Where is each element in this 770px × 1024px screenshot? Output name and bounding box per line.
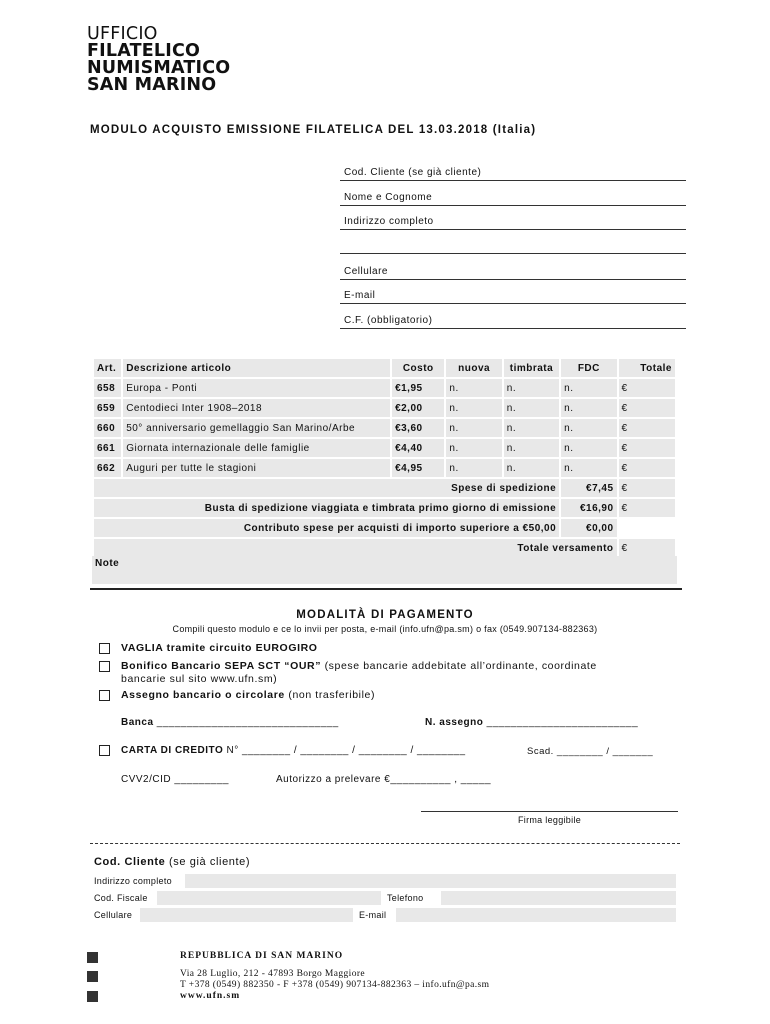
logo-line-2: FILATELICO (87, 41, 201, 61)
row-fdc-input[interactable]: n. (561, 399, 616, 417)
row-nuova-input[interactable]: n. (446, 439, 501, 457)
table-row (94, 419, 675, 437)
carta-checkbox[interactable] (99, 745, 110, 756)
table-row (94, 459, 675, 477)
row-total[interactable]: € (619, 439, 675, 457)
footer-line-4[interactable]: www.ufn.sm (180, 991, 241, 1001)
form-title: MODULO ACQUISTO EMISSIONE FILATELICA DEL 13.03.2018 (Italia) (90, 124, 537, 136)
contribution-row (94, 519, 675, 537)
footer-line-3: T +378 (0549) 882350 - F +378 (0549) 907134-882363 – info.ufn@pa.sm (180, 980, 490, 990)
bonifico-checkbox[interactable] (99, 661, 110, 672)
row-total[interactable]: € (619, 399, 675, 417)
table-row (94, 399, 675, 417)
row-timbrata-input[interactable]: n. (504, 379, 559, 397)
row-desc: Europa - Ponti (123, 379, 390, 397)
row-art: 659 (94, 399, 121, 417)
header-nuova: nuova (446, 359, 501, 377)
row-desc: Giornata internazionale delle famiglie (123, 439, 390, 457)
row-fdc-input[interactable]: n. (561, 379, 616, 397)
table-header-row (94, 359, 675, 377)
field-cod-cliente[interactable]: Cod. Cliente (se già cliente) (340, 167, 686, 181)
bonifico-bold: Bonifico Bancario SEPA SCT “OUR” (121, 660, 322, 672)
nassegno-row[interactable] (425, 717, 638, 728)
items-table (92, 357, 677, 559)
row-art: 662 (94, 459, 121, 477)
vaglia-checkbox[interactable] (99, 643, 110, 654)
payment-title: MODALITÀ DI PAGAMENTO (296, 609, 474, 621)
envelope-row (94, 499, 675, 517)
row-total[interactable]: € (619, 419, 675, 437)
field-codice-fiscale[interactable]: C.F. (obbligatorio) (340, 315, 686, 329)
cod-cliente-title (94, 856, 250, 868)
row-nuova-input[interactable]: n. (446, 379, 501, 397)
row-fdc-input[interactable]: n. (561, 439, 616, 457)
shipping-value: €7,45 (561, 479, 616, 497)
row-desc: Auguri per tutte le stagioni (123, 459, 390, 477)
row-cost: €4,40 (392, 439, 444, 457)
email-input[interactable] (396, 908, 676, 922)
envelope-value: €16,90 (561, 499, 616, 517)
email-label: E-mail (359, 910, 387, 920)
signature-line[interactable] (421, 811, 678, 812)
row-timbrata-input[interactable]: n. (504, 399, 559, 417)
header-timbrata: timbrata (504, 359, 559, 377)
row-nuova-input[interactable]: n. (446, 419, 501, 437)
payment-subtitle: Compili questo modulo e ce lo invii per posta, e-mail (info.ufn@pa.sm) o fax (0549.907134-882363) (172, 624, 598, 634)
ufn-logo (87, 26, 230, 94)
footer-website (180, 991, 489, 1002)
bonifico-label (121, 660, 597, 686)
shipping-label: Spese di spedizione (94, 479, 559, 497)
row-nuova-input[interactable]: n. (446, 459, 501, 477)
envelope-total[interactable]: € (619, 499, 675, 517)
assegno-bold: Assegno bancario o circolare (121, 689, 285, 701)
footer-republic (180, 951, 343, 962)
assegno-rest: (non trasferibile) (284, 689, 376, 701)
field-email[interactable]: E-mail (340, 290, 686, 304)
row-art: 658 (94, 379, 121, 397)
header-fdc: FDC (561, 359, 616, 377)
banca-line[interactable]: ______________________________ (156, 717, 339, 728)
shipping-total[interactable]: € (619, 479, 675, 497)
indirizzo-label: Indirizzo completo (94, 876, 172, 886)
section-divider (90, 588, 682, 590)
footer-line-2: Via 28 Luglio, 212 - 47893 Borgo Maggiore (180, 969, 366, 979)
vaglia-label (121, 642, 318, 655)
nassegno-label: N. assegno (425, 717, 484, 728)
header-costo: Costo (392, 359, 444, 377)
row-timbrata-input[interactable]: n. (504, 419, 559, 437)
carta-label: CARTA DI CREDITO (121, 745, 224, 756)
total-value[interactable]: € (619, 539, 675, 557)
logo-line-3: NUMISMATICO (87, 58, 231, 78)
cut-line (90, 843, 680, 844)
footer-square-1 (87, 952, 98, 963)
table-row (94, 379, 675, 397)
row-nuova-input[interactable]: n. (446, 399, 501, 417)
field-cellulare[interactable]: Cellulare (340, 266, 686, 280)
signature-label: Firma leggibile (517, 815, 582, 825)
row-art: 661 (94, 439, 121, 457)
footer-square-2 (87, 971, 98, 982)
total-label: Totale versamento (94, 539, 617, 557)
bonifico-rest: (spese bancarie addebitate all’ordinante, coordinate (321, 660, 597, 672)
row-fdc-input[interactable]: n. (561, 419, 616, 437)
total-row (94, 539, 675, 557)
row-timbrata-input[interactable]: n. (504, 459, 559, 477)
vaglia-text: VAGLIA tramite circuito EUROGIRO (121, 642, 318, 654)
cod-fiscale-input[interactable] (157, 891, 381, 905)
cellulare-input[interactable] (140, 908, 353, 922)
row-cost: €2,00 (392, 399, 444, 417)
telefono-input[interactable] (441, 891, 676, 905)
shipping-row (94, 479, 675, 497)
row-art: 660 (94, 419, 121, 437)
card-number-field[interactable]: N° ________ / ________ / ________ / ________ (226, 745, 466, 756)
nassegno-line[interactable]: _________________________ (486, 717, 639, 728)
header-totale: Totale (619, 359, 675, 377)
cod-cliente-bold: Cod. Cliente (94, 856, 166, 868)
bonifico-line2: bancarie sul sito www.ufn.sm) (121, 673, 278, 685)
row-desc: 50° anniversario gemellaggio San Marino/Arbe (123, 419, 390, 437)
carta-row (121, 745, 466, 756)
row-fdc-input[interactable]: n. (561, 459, 616, 477)
banca-row[interactable] (121, 717, 339, 728)
row-total[interactable]: € (619, 379, 675, 397)
envelope-label: Busta di spedizione viaggiata e timbrata primo giorno di emissione (94, 499, 559, 517)
cvv-field[interactable]: CVV2/CID _________ (121, 774, 229, 785)
row-cost: €1,95 (392, 379, 444, 397)
header-descrizione: Descrizione articolo (123, 359, 390, 377)
footer-address (180, 969, 489, 1002)
footer-square-3 (87, 991, 98, 1002)
assegno-checkbox[interactable] (99, 690, 110, 701)
header-art: Art. (94, 359, 121, 377)
row-total[interactable]: € (619, 459, 675, 477)
contribution-label: Contributo spese per acquisti di importo superiore a €50,00 (94, 519, 559, 537)
cod-fiscale-label: Cod. Fiscale (94, 893, 148, 903)
assegno-label (121, 689, 375, 702)
logo-line-1: UFFICIO (87, 24, 158, 44)
row-desc: Centodieci Inter 1908–2018 (123, 399, 390, 417)
row-cost: €3,60 (392, 419, 444, 437)
footer-line-1: REPUBBLICA DI SAN MARINO (180, 951, 344, 961)
telefono-label: Telefono (387, 893, 424, 903)
cod-cliente-rest: (se già cliente) (165, 856, 251, 868)
contribution-value: €0,00 (561, 519, 616, 537)
field-indirizzo-line2[interactable] (340, 240, 686, 254)
table-row (94, 439, 675, 457)
logo-line-4: SAN MARINO (87, 75, 217, 95)
card-expiry-field[interactable]: Scad. ________ / _______ (527, 746, 654, 757)
field-indirizzo[interactable]: Indirizzo completo (340, 216, 686, 230)
row-timbrata-input[interactable]: n. (504, 439, 559, 457)
indirizzo-input[interactable] (185, 874, 676, 888)
banca-label: Banca (121, 717, 154, 728)
authorize-amount-field[interactable]: Autorizzo a prelevare €__________ , _____ (276, 774, 492, 785)
row-cost: €4,95 (392, 459, 444, 477)
field-nome-cognome[interactable]: Nome e Cognome (340, 192, 686, 206)
note-field[interactable]: Note (92, 556, 677, 584)
cellulare-label: Cellulare (94, 910, 133, 920)
